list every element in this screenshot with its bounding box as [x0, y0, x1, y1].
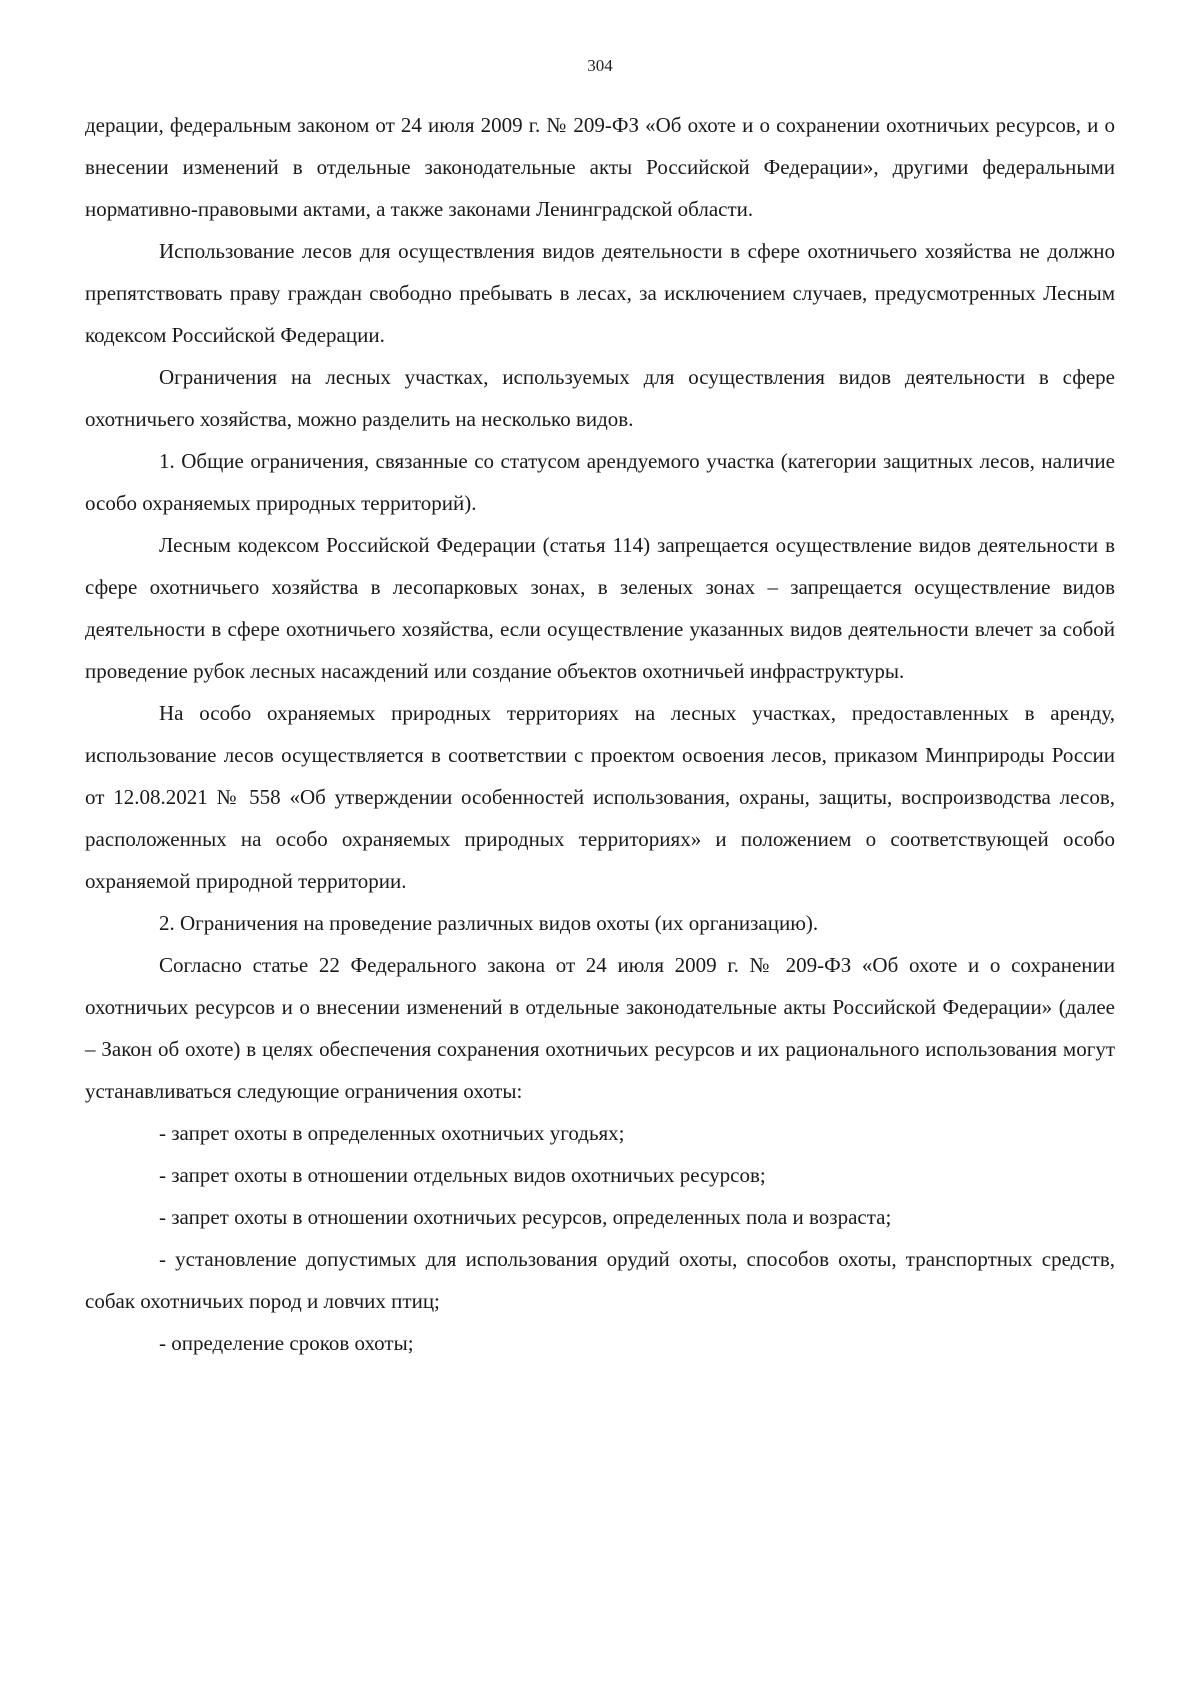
list-item: - определение сроков охоты; — [159, 1331, 414, 1355]
list-item: - запрет охоты в отношении охотничьих ресурсов, определенных пола и возраста; — [159, 1205, 892, 1229]
list-item: - запрет охоты в отношении отдельных видов охотничьих ресурсов; — [159, 1163, 766, 1187]
paragraph-protected-areas: На особо охраняемых природных территориях на лесных участках, предоставленных в аренду, использование лесов осуществляется в соответствии с проектом освоения лесов, приказом Минприроды России от 12.08.2021 № 558 «Об утверждении особенностей использования, охраны, защиты, воспроизводства лесов, расположенных на особо охраняемых природных территориях» и положением о соответствующей особо охраняемой природной территории. — [85, 701, 1115, 893]
paragraph-hunting-restrictions: 2. Ограничения на проведение различных видов охоты (их организацию). — [159, 911, 819, 935]
list-item: - запрет охоты в определенных охотничьих угодьях; — [159, 1121, 625, 1145]
paragraph-legal-basis: дерации, федеральным законом от 24 июля 2009 г. № 209-ФЗ «Об охоте и о сохранении охотничьих ресурсов, и о внесении изменений в отдельные законодательные акты Российской Федерации», другими федеральными нормативно-правовыми актами, а также законами Ленинградской области. — [85, 113, 1115, 221]
body-text — [85, 104, 1115, 1364]
paragraph-restrictions-intro: Ограничения на лесных участках, используемых для осуществления видов деятельности в сфере охотничьего хозяйства, можно разделить на несколько видов. — [85, 365, 1115, 431]
paragraph-forest-use: Использование лесов для осуществления видов деятельности в сфере охотничьего хозяйства не должно препятствовать праву граждан свободно пребывать в лесах, за исключением случаев, предусмотренных Лесным кодексом Российской Федерации. — [85, 239, 1115, 347]
paragraph-general-restrictions: 1. Общие ограничения, связанные со статусом арендуемого участка (категории защитных лесов, наличие особо охраняемых природных территорий). — [85, 449, 1115, 515]
list-item: - установление допустимых для использования орудий охоты, способов охоты, транспортных средств, собак охотничьих пород и ловчих птиц; — [85, 1247, 1115, 1313]
page-number: 304 — [587, 56, 613, 75]
paragraph-article-22: Согласно статье 22 Федерального закона от 24 июля 2009 г. № 209-ФЗ «Об охоте и о сохранении охотничьих ресурсов и о внесении изменений в отдельные законодательные акты Российской Федерации» (далее – Закон об охоте) в целях обеспечения сохранения охотничьих ресурсов и их рационального использования могут устанавливаться следующие ограничения охоты: — [85, 953, 1115, 1103]
paragraph-forest-code: Лесным кодексом Российской Федерации (статья 114) запрещается осуществление видов деятельности в сфере охотничьего хозяйства в лесопарковых зонах, в зеленых зонах – запрещается осуществление видов деятельности в сфере охотничьего хозяйства, если осуществление указанных видов деятельности влечет за собой проведение рубок лесных насаждений или создание объектов охотничьей инфраструктуры. — [85, 533, 1115, 683]
